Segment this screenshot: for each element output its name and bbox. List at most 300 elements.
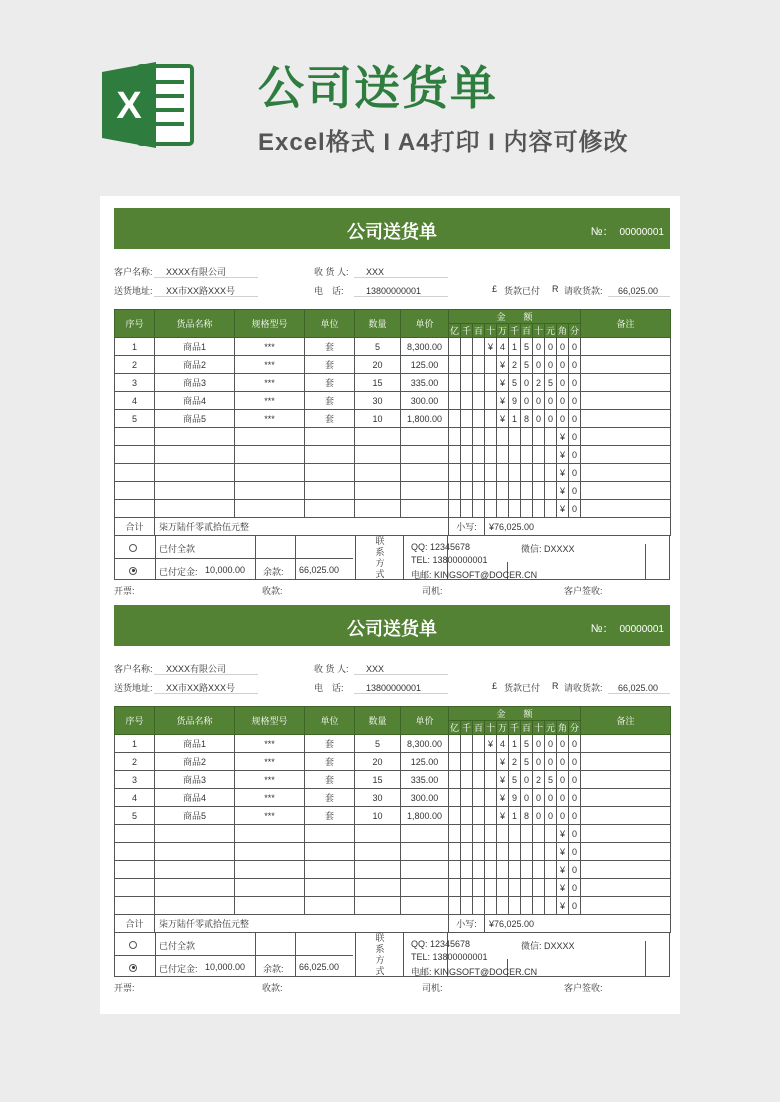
cell-no[interactable]: 3 — [115, 771, 155, 789]
cell-qty[interactable] — [355, 897, 401, 915]
cell-remark[interactable] — [581, 356, 671, 374]
paid-label: 货款已付 — [504, 286, 541, 296]
cell-price[interactable]: 125.00 — [401, 356, 449, 374]
cell-price[interactable]: 300.00 — [401, 789, 449, 807]
cell-digit — [509, 446, 521, 464]
cell-price[interactable]: 1,800.00 — [401, 410, 449, 428]
cell-digit: 5 — [521, 356, 533, 374]
cell-price[interactable] — [401, 843, 449, 861]
subtotal-label: 小写: — [449, 915, 485, 933]
cell-digit — [485, 897, 497, 915]
address-value[interactable]: XX市XX路XXX号 — [166, 683, 236, 693]
contact-wechat: 微信: DXXXX — [521, 941, 575, 951]
cell-unit[interactable]: 套 — [305, 807, 355, 825]
cell-digit: 0 — [569, 735, 581, 753]
cell-digit: 9 — [509, 392, 521, 410]
due-value[interactable]: 66,025.00 — [618, 286, 659, 296]
cell-unit[interactable] — [305, 843, 355, 861]
cell-digit — [533, 446, 545, 464]
paid-full-radio[interactable] — [129, 939, 137, 949]
cell-digit: 5 — [545, 771, 557, 789]
cell-name[interactable]: 商品3 — [155, 374, 235, 392]
paid-full-label: 已付全款 — [159, 544, 196, 554]
digit-col-header: 百 — [521, 721, 533, 735]
cell-spec[interactable] — [235, 446, 305, 464]
cell-digit — [521, 897, 533, 915]
cell-digit: 0 — [521, 392, 533, 410]
cell-price[interactable] — [401, 897, 449, 915]
table-row — [115, 879, 671, 897]
cell-remark[interactable] — [581, 735, 671, 753]
cell-digit: ¥ — [557, 446, 569, 464]
cell-digit — [485, 753, 497, 771]
paid-checkbox-icon[interactable]: £ — [492, 284, 498, 294]
cell-digit — [449, 482, 461, 500]
delivery-form-top — [114, 208, 670, 598]
cell-digit: 0 — [557, 392, 569, 410]
cell-digit: 1 — [509, 338, 521, 356]
cell-qty[interactable] — [355, 500, 401, 518]
cell-name[interactable] — [155, 446, 235, 464]
cell-spec[interactable]: *** — [235, 392, 305, 410]
sign-driver-label: 司机: — [422, 983, 443, 993]
cell-digit: ¥ — [557, 482, 569, 500]
cell-digit: 0 — [569, 374, 581, 392]
cell-unit[interactable] — [305, 825, 355, 843]
cell-digit — [473, 356, 485, 374]
digit-col-header: 角 — [557, 324, 569, 338]
cell-remark[interactable] — [581, 825, 671, 843]
cell-spec[interactable]: *** — [235, 771, 305, 789]
cell-price[interactable]: 1,800.00 — [401, 807, 449, 825]
cell-qty[interactable]: 20 — [355, 753, 401, 771]
cell-digit — [509, 843, 521, 861]
cell-digit — [497, 464, 509, 482]
receiver-value[interactable]: XXX — [366, 664, 385, 674]
cell-qty[interactable] — [355, 861, 401, 879]
cell-spec[interactable]: *** — [235, 338, 305, 356]
cell-digit: ¥ — [497, 753, 509, 771]
contact-email: 电邮: KINGSOFT@DOCER.CN — [411, 967, 538, 977]
form-number-value: 00000001 — [619, 624, 664, 635]
col-header: 规格型号 — [235, 310, 305, 338]
cell-digit — [533, 897, 545, 915]
cell-spec[interactable] — [235, 500, 305, 518]
cell-digit: ¥ — [485, 735, 497, 753]
cell-spec[interactable] — [235, 879, 305, 897]
cell-unit[interactable]: 套 — [305, 735, 355, 753]
phone-value[interactable]: 13800000001 — [366, 286, 422, 296]
cell-digit — [461, 410, 473, 428]
cell-unit[interactable] — [305, 464, 355, 482]
cell-digit — [533, 825, 545, 843]
cell-price[interactable]: 125.00 — [401, 753, 449, 771]
cell-unit[interactable]: 套 — [305, 789, 355, 807]
digit-col-header: 十 — [533, 721, 545, 735]
cell-no[interactable] — [115, 861, 155, 879]
cell-digit: ¥ — [497, 789, 509, 807]
cell-digit: 8 — [521, 410, 533, 428]
cell-unit[interactable] — [305, 482, 355, 500]
customer-value[interactable]: XXXX有限公司 — [166, 267, 227, 277]
table-row — [115, 861, 671, 879]
receiver-value[interactable]: XXX — [366, 267, 385, 277]
cell-digit — [461, 392, 473, 410]
cell-digit: 0 — [545, 807, 557, 825]
cell-no[interactable]: 4 — [115, 392, 155, 410]
sign-driver-label: 司机: — [422, 586, 443, 596]
cell-digit — [461, 789, 473, 807]
cell-digit: 0 — [533, 410, 545, 428]
cell-digit — [485, 410, 497, 428]
cell-digit — [473, 771, 485, 789]
cell-price[interactable]: 8,300.00 — [401, 338, 449, 356]
cell-spec[interactable]: *** — [235, 356, 305, 374]
cell-remark[interactable] — [581, 410, 671, 428]
cell-remark[interactable] — [581, 753, 671, 771]
total-label: 合计 — [115, 915, 155, 933]
cell-spec[interactable]: *** — [235, 374, 305, 392]
cell-name[interactable] — [155, 861, 235, 879]
cell-digit — [509, 879, 521, 897]
col-header: 单位 — [305, 707, 355, 735]
cell-name[interactable]: 商品3 — [155, 771, 235, 789]
page-subtitle: Excel格式 I A4打印 I 内容可修改 — [258, 129, 629, 156]
cell-digit: 0 — [569, 482, 581, 500]
cell-price[interactable] — [401, 500, 449, 518]
paid-deposit-radio[interactable] — [129, 962, 137, 972]
cell-digit — [485, 482, 497, 500]
cell-digit — [473, 897, 485, 915]
cell-name[interactable]: 商品2 — [155, 356, 235, 374]
cell-digit — [461, 482, 473, 500]
cell-price[interactable] — [401, 446, 449, 464]
cell-qty[interactable] — [355, 482, 401, 500]
cell-name[interactable] — [155, 879, 235, 897]
due-checkbox-icon[interactable]: R — [552, 284, 559, 294]
cell-remark[interactable] — [581, 446, 671, 464]
cell-no[interactable] — [115, 428, 155, 446]
cell-digit — [473, 753, 485, 771]
cell-name[interactable]: 商品4 — [155, 392, 235, 410]
cell-remark[interactable] — [581, 428, 671, 446]
cell-digit: 0 — [557, 771, 569, 789]
digit-col-header: 千 — [509, 324, 521, 338]
cell-digit: 0 — [533, 807, 545, 825]
cell-digit: 0 — [569, 428, 581, 446]
cell-unit[interactable]: 套 — [305, 410, 355, 428]
cell-spec[interactable]: *** — [235, 753, 305, 771]
cell-digit — [497, 897, 509, 915]
cell-digit: 4 — [497, 338, 509, 356]
cell-remark[interactable] — [581, 879, 671, 897]
digit-col-header: 千 — [509, 721, 521, 735]
cell-digit — [521, 861, 533, 879]
cell-digit: 1 — [509, 735, 521, 753]
cell-qty[interactable]: 5 — [355, 735, 401, 753]
cell-digit: ¥ — [557, 861, 569, 879]
cell-no[interactable]: 4 — [115, 789, 155, 807]
cell-no[interactable]: 3 — [115, 374, 155, 392]
cell-qty[interactable] — [355, 428, 401, 446]
cell-digit — [461, 879, 473, 897]
cell-digit: ¥ — [557, 464, 569, 482]
cell-name[interactable]: 商品5 — [155, 410, 235, 428]
cell-qty[interactable]: 10 — [355, 410, 401, 428]
cell-remark[interactable] — [581, 897, 671, 915]
cell-unit[interactable] — [305, 446, 355, 464]
cell-qty[interactable] — [355, 464, 401, 482]
cell-digit: 0 — [545, 338, 557, 356]
balance-label: 余款: — [263, 567, 284, 577]
paid-full-radio[interactable] — [129, 542, 137, 552]
customer-label: 客户名称: — [114, 267, 153, 277]
table-row — [115, 789, 671, 807]
cell-spec[interactable] — [235, 464, 305, 482]
cell-digit — [473, 861, 485, 879]
table-row — [115, 356, 671, 374]
cell-qty[interactable]: 30 — [355, 392, 401, 410]
cell-digit — [449, 807, 461, 825]
form-title-bar — [114, 605, 670, 646]
table-row — [115, 735, 671, 753]
cell-qty[interactable]: 20 — [355, 356, 401, 374]
cell-no[interactable]: 5 — [115, 410, 155, 428]
cell-unit[interactable]: 套 — [305, 374, 355, 392]
cell-digit — [449, 338, 461, 356]
deposit-value[interactable]: 10,000.00 — [205, 565, 246, 575]
cell-price[interactable] — [401, 428, 449, 446]
cell-unit[interactable] — [305, 500, 355, 518]
cell-price[interactable]: 300.00 — [401, 392, 449, 410]
cell-name[interactable] — [155, 897, 235, 915]
cell-price[interactable] — [401, 861, 449, 879]
receiver-label: 收 货 人: — [314, 267, 349, 277]
cell-name[interactable]: 商品5 — [155, 807, 235, 825]
address-label: 送货地址: — [114, 683, 153, 693]
cell-name[interactable] — [155, 500, 235, 518]
cell-no[interactable] — [115, 843, 155, 861]
phone-value[interactable]: 13800000001 — [366, 683, 422, 693]
cell-digit — [497, 825, 509, 843]
paid-label: 货款已付 — [504, 683, 541, 693]
cell-digit: ¥ — [485, 338, 497, 356]
total-in-words: 柒万陆仟零贰拾伍元整 — [155, 518, 449, 536]
digit-col-header: 分 — [569, 721, 581, 735]
cell-remark[interactable] — [581, 861, 671, 879]
balance-value[interactable]: 66,025.00 — [299, 962, 340, 972]
cell-spec[interactable] — [235, 897, 305, 915]
table-row — [115, 500, 671, 518]
digit-col-header: 十 — [533, 324, 545, 338]
cell-qty[interactable] — [355, 825, 401, 843]
col-header: 货品名称 — [155, 310, 235, 338]
cell-digit — [449, 356, 461, 374]
cell-remark[interactable] — [581, 807, 671, 825]
cell-no[interactable] — [115, 500, 155, 518]
cell-unit[interactable]: 套 — [305, 753, 355, 771]
cell-digit — [449, 410, 461, 428]
cell-price[interactable] — [401, 879, 449, 897]
cell-digit — [509, 897, 521, 915]
cell-digit — [473, 338, 485, 356]
cell-unit[interactable]: 套 — [305, 771, 355, 789]
cell-name[interactable] — [155, 464, 235, 482]
cell-no[interactable] — [115, 825, 155, 843]
cell-digit — [473, 500, 485, 518]
cell-spec[interactable] — [235, 861, 305, 879]
contact-email: 电邮: KINGSOFT@DOCER.CN — [411, 570, 538, 580]
cell-unit[interactable]: 套 — [305, 392, 355, 410]
cell-name[interactable] — [155, 825, 235, 843]
cell-qty[interactable]: 10 — [355, 807, 401, 825]
cell-digit: 5 — [521, 753, 533, 771]
cell-no[interactable] — [115, 446, 155, 464]
cell-spec[interactable] — [235, 482, 305, 500]
cell-remark[interactable] — [581, 374, 671, 392]
cell-price[interactable] — [401, 482, 449, 500]
svg-text:X: X — [116, 85, 142, 127]
balance-value[interactable]: 66,025.00 — [299, 565, 340, 575]
signature-row — [114, 981, 670, 995]
cell-remark[interactable] — [581, 464, 671, 482]
cell-spec[interactable] — [235, 825, 305, 843]
cell-unit[interactable]: 套 — [305, 356, 355, 374]
cell-unit[interactable] — [305, 428, 355, 446]
cell-digit: 0 — [521, 771, 533, 789]
cell-spec[interactable]: *** — [235, 410, 305, 428]
cell-digit — [485, 500, 497, 518]
cell-unit[interactable]: 套 — [305, 338, 355, 356]
cell-digit: 0 — [557, 789, 569, 807]
receiver-label: 收 货 人: — [314, 664, 349, 674]
cell-name[interactable] — [155, 428, 235, 446]
cell-digit: 5 — [509, 771, 521, 789]
cell-digit: 2 — [533, 374, 545, 392]
cell-digit — [521, 428, 533, 446]
cell-remark[interactable] — [581, 482, 671, 500]
cell-digit: ¥ — [497, 410, 509, 428]
cell-qty[interactable]: 5 — [355, 338, 401, 356]
page-title: 公司送货单 — [258, 62, 498, 114]
cell-no[interactable] — [115, 879, 155, 897]
cell-price[interactable]: 8,300.00 — [401, 735, 449, 753]
signature-row — [114, 584, 670, 598]
table-row — [115, 428, 671, 446]
cell-remark[interactable] — [581, 392, 671, 410]
cell-digit: 0 — [569, 771, 581, 789]
cell-name[interactable] — [155, 843, 235, 861]
cell-spec[interactable]: *** — [235, 807, 305, 825]
cell-unit[interactable] — [305, 861, 355, 879]
customer-value[interactable]: XXXX有限公司 — [166, 664, 227, 674]
cell-digit — [473, 807, 485, 825]
cell-unit[interactable] — [305, 897, 355, 915]
cell-no[interactable] — [115, 897, 155, 915]
cell-digit — [449, 446, 461, 464]
cell-digit: 0 — [557, 374, 569, 392]
address-value[interactable]: XX市XX路XXX号 — [166, 286, 236, 296]
cell-price[interactable]: 335.00 — [401, 374, 449, 392]
cell-digit: 2 — [533, 771, 545, 789]
digit-col-header: 角 — [557, 721, 569, 735]
cell-spec[interactable]: *** — [235, 789, 305, 807]
cell-digit — [545, 897, 557, 915]
cell-digit: 0 — [569, 843, 581, 861]
cell-digit: 4 — [497, 735, 509, 753]
cell-name[interactable]: 商品1 — [155, 338, 235, 356]
cell-digit — [485, 464, 497, 482]
contact-tel: TEL: 13800000001 — [411, 555, 488, 565]
cell-qty[interactable] — [355, 446, 401, 464]
due-checkbox-icon[interactable]: R — [552, 681, 559, 691]
cell-digit — [461, 861, 473, 879]
cell-spec[interactable]: *** — [235, 735, 305, 753]
cell-digit — [497, 500, 509, 518]
cell-no[interactable]: 2 — [115, 356, 155, 374]
cell-no[interactable]: 1 — [115, 338, 155, 356]
cell-digit — [473, 374, 485, 392]
cell-name[interactable]: 商品2 — [155, 753, 235, 771]
cell-remark[interactable] — [581, 789, 671, 807]
cell-digit — [485, 807, 497, 825]
cell-no[interactable] — [115, 464, 155, 482]
cell-name[interactable]: 商品1 — [155, 735, 235, 753]
cell-spec[interactable] — [235, 843, 305, 861]
cell-digit: 0 — [521, 374, 533, 392]
cell-price[interactable] — [401, 825, 449, 843]
cell-digit — [473, 843, 485, 861]
due-value[interactable]: 66,025.00 — [618, 683, 659, 693]
cell-digit: 8 — [521, 807, 533, 825]
cell-digit: ¥ — [557, 843, 569, 861]
cell-remark[interactable] — [581, 500, 671, 518]
cell-price[interactable] — [401, 464, 449, 482]
col-header-amount: 金 额 — [449, 707, 581, 721]
paid-deposit-radio[interactable] — [129, 565, 137, 575]
cell-digit — [461, 446, 473, 464]
cell-price[interactable]: 335.00 — [401, 771, 449, 789]
form-number-value: 00000001 — [619, 227, 664, 238]
cell-no[interactable]: 2 — [115, 753, 155, 771]
cell-qty[interactable]: 30 — [355, 789, 401, 807]
cell-qty[interactable]: 15 — [355, 771, 401, 789]
cell-no[interactable]: 1 — [115, 735, 155, 753]
cell-no[interactable]: 5 — [115, 807, 155, 825]
cell-digit — [473, 392, 485, 410]
contact-qq: QQ: 12345678 — [411, 939, 471, 949]
cell-remark[interactable] — [581, 338, 671, 356]
cell-remark[interactable] — [581, 771, 671, 789]
cell-qty[interactable]: 15 — [355, 374, 401, 392]
balance-label: 余款: — [263, 964, 284, 974]
paid-checkbox-icon[interactable]: £ — [492, 681, 498, 691]
cell-digit: 0 — [569, 807, 581, 825]
cell-digit: 0 — [557, 410, 569, 428]
cell-digit — [473, 825, 485, 843]
cell-remark[interactable] — [581, 843, 671, 861]
cell-unit[interactable] — [305, 879, 355, 897]
cell-name[interactable]: 商品4 — [155, 789, 235, 807]
deposit-value[interactable]: 10,000.00 — [205, 962, 246, 972]
subtotal-value: ¥76,025.00 — [485, 915, 671, 933]
cell-digit — [449, 771, 461, 789]
cell-name[interactable] — [155, 482, 235, 500]
cell-qty[interactable] — [355, 843, 401, 861]
cell-qty[interactable] — [355, 879, 401, 897]
cell-no[interactable] — [115, 482, 155, 500]
cell-spec[interactable] — [235, 428, 305, 446]
